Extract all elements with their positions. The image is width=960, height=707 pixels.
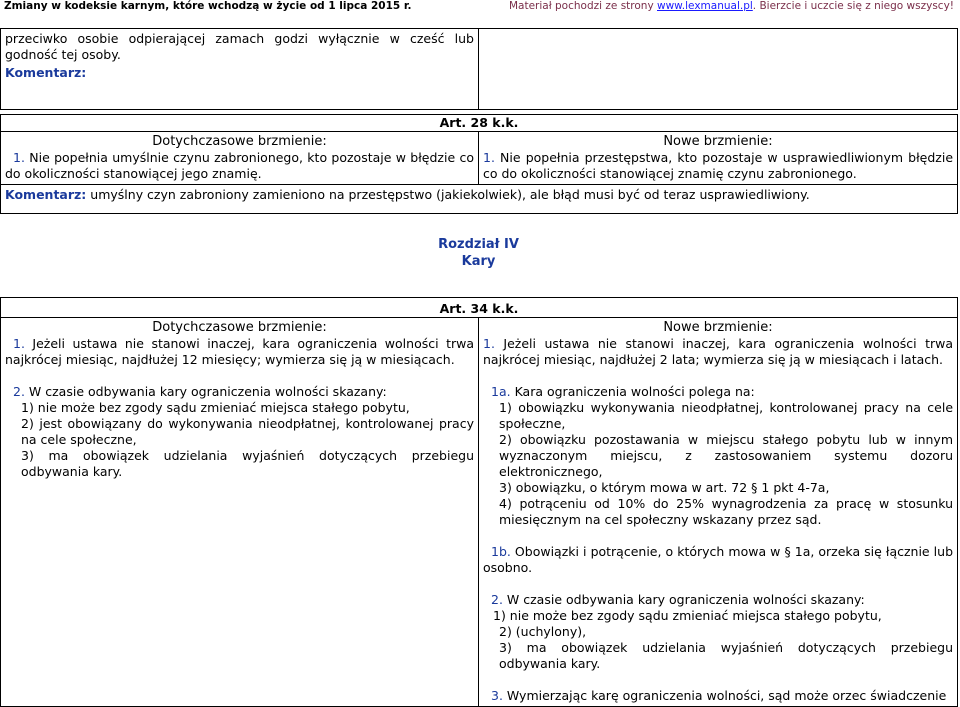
art34-new-p2-item: 2) (uchylony), xyxy=(499,624,587,639)
art34-new-p1b-text: Obowiązki i potrącenie, o których mowa w § 1a, orzeka się łącznie lub osobno. xyxy=(483,544,954,575)
top-fragment-left xyxy=(1,29,479,110)
art34-table xyxy=(0,297,958,707)
art28-old xyxy=(1,132,479,185)
art34-new-p1b-number: 1b. xyxy=(491,544,511,559)
art34-new-p3-text: Wymierzając karę ograniczenia wolności, sąd może orzec świadczenie xyxy=(502,688,947,703)
art28-old-number: 1. xyxy=(13,150,25,165)
art34-new-heading: Nowe brzmienie: xyxy=(663,320,773,335)
art28-komentarz-label: Komentarz: xyxy=(5,187,87,202)
art34-new-p1a-item: 3) obowiązku, o którym mowa w art. 72 § 1 pkt 4-7a, xyxy=(499,480,830,495)
source-link[interactable]: www.lexmanual.pl xyxy=(657,0,753,12)
art34-new-p2-item: 3) ma obowiązek udzielania wyjaśnień dotyczących przebiegu odbywania kary. xyxy=(499,640,954,671)
art34-new xyxy=(479,318,958,707)
art34-old-item: 1) nie może bez zgody sądu zmieniać miejsca stałego pobytu, xyxy=(21,400,410,415)
art34-old xyxy=(1,318,479,707)
art34-new-p3-number: 3. xyxy=(491,688,503,703)
art28-title: Art. 28 k.k. xyxy=(1,115,958,132)
art34-new-p2-text: W czasie odbywania kary ograniczenia wolności skazany: xyxy=(502,592,865,607)
chapter-title: Kary xyxy=(461,254,496,269)
header-source xyxy=(509,0,954,13)
art28-new xyxy=(479,132,958,185)
art34-new-p1a-number: 1a. xyxy=(491,384,511,399)
art34-new-p1a-item: 1) obowiązku wykonywania nieodpłatnej, kontrolowanej pracy na cele społeczne, xyxy=(499,400,954,431)
art34-title: Art. 34 k.k. xyxy=(1,298,958,318)
page-header xyxy=(0,0,960,13)
art28-komentarz-text: umyślny czyn zabroniony zamieniono na przestępstwo (jakiekolwiek), ale błąd musi być od teraz usprawiedliwiony. xyxy=(86,187,810,202)
art28-new-heading: Nowe brzmienie: xyxy=(663,134,773,149)
art34-new-p1a-text: Kara ograniczenia wolności polega na: xyxy=(510,384,755,399)
top-fragment-table xyxy=(0,28,958,110)
header-title: Zmiany w kodeksie karnym, które wchodzą w życie od 1 lipca 2015 r. xyxy=(4,0,412,12)
art34-new-p1-text: Jeżeli ustawa nie stanowi inaczej, kara ograniczenia wolności trwa najkrócej miesiąc, najdłużej 2 lata; wymierza się ją w miesiącach i latach. xyxy=(483,336,954,367)
chapter-number: Rozdział IV xyxy=(438,237,519,252)
art28-table xyxy=(0,114,958,214)
art34-old-item: 2) jest obowiązany do wykonywania nieodpłatnej, kontrolowanej pracy na cele społeczne, xyxy=(21,416,474,447)
art34-old-p1-text: Jeżeli ustawa nie stanowi inaczej, kara ograniczenia wolności trwa najkrócej miesiąc, najdłużej 12 miesięcy; wymierza się ją w miesiącach. xyxy=(5,336,474,367)
art34-new-p2-item: 1) nie może bez zgody sądu zmieniać miejsca stałego pobytu, xyxy=(493,608,882,623)
art34-new-p1a-item: 2) obowiązku pozostawania w miejscu stałego pobytu lub w innym wyznaczonym miejscu, z zastosowaniem systemu dozoru elektronicznego, xyxy=(499,432,954,479)
chapter-heading xyxy=(0,236,957,270)
art34-old-p2-number: 2. xyxy=(13,384,25,399)
art28-old-heading: Dotychczasowe brzmienie: xyxy=(152,134,327,149)
top-komentarz-label: Komentarz: xyxy=(5,65,87,80)
top-fragment-text: przeciwko osobie odpierającej zamach godzi wyłącznie w cześć lub godność tej osoby. xyxy=(5,31,474,62)
art34-new-p2-number: 2. xyxy=(491,592,503,607)
art34-new-p1a-item: 4) potrąceniu od 10% do 25% wynagrodzenia za pracę w stosunku miesięcznym na cel społeczny wskazany przez sąd. xyxy=(499,496,954,527)
art28-old-text: Nie popełnia umyślnie czynu zabronionego, kto pozostaje w błędzie co do okoliczności stanowiącej jego znamię. xyxy=(5,150,474,181)
header-source-prefix: Materiał pochodzi ze strony xyxy=(508,0,657,12)
art34-old-item: 3) ma obowiązek udzielania wyjaśnień dotyczących przebiegu odbywania kary. xyxy=(21,448,474,479)
art28-new-text: Nie popełnia przestępstwa, kto pozostaje w usprawiedliwionym błędzie co do okoliczności stanowiącej znamię czynu zabronionego. xyxy=(483,150,954,181)
art34-old-p1-number: 1. xyxy=(13,336,25,351)
art34-new-p1-number: 1. xyxy=(483,336,495,351)
art34-old-heading: Dotychczasowe brzmienie: xyxy=(152,320,327,335)
art28-komentarz xyxy=(1,185,958,214)
art34-old-p2-text: W czasie odbywania kary ograniczenia wolności skazany: xyxy=(24,384,387,399)
top-fragment-right xyxy=(479,29,958,110)
art28-new-number: 1. xyxy=(483,150,495,165)
header-source-suffix: . Bierzcie i uczcie się z niego wszyscy! xyxy=(752,0,954,12)
